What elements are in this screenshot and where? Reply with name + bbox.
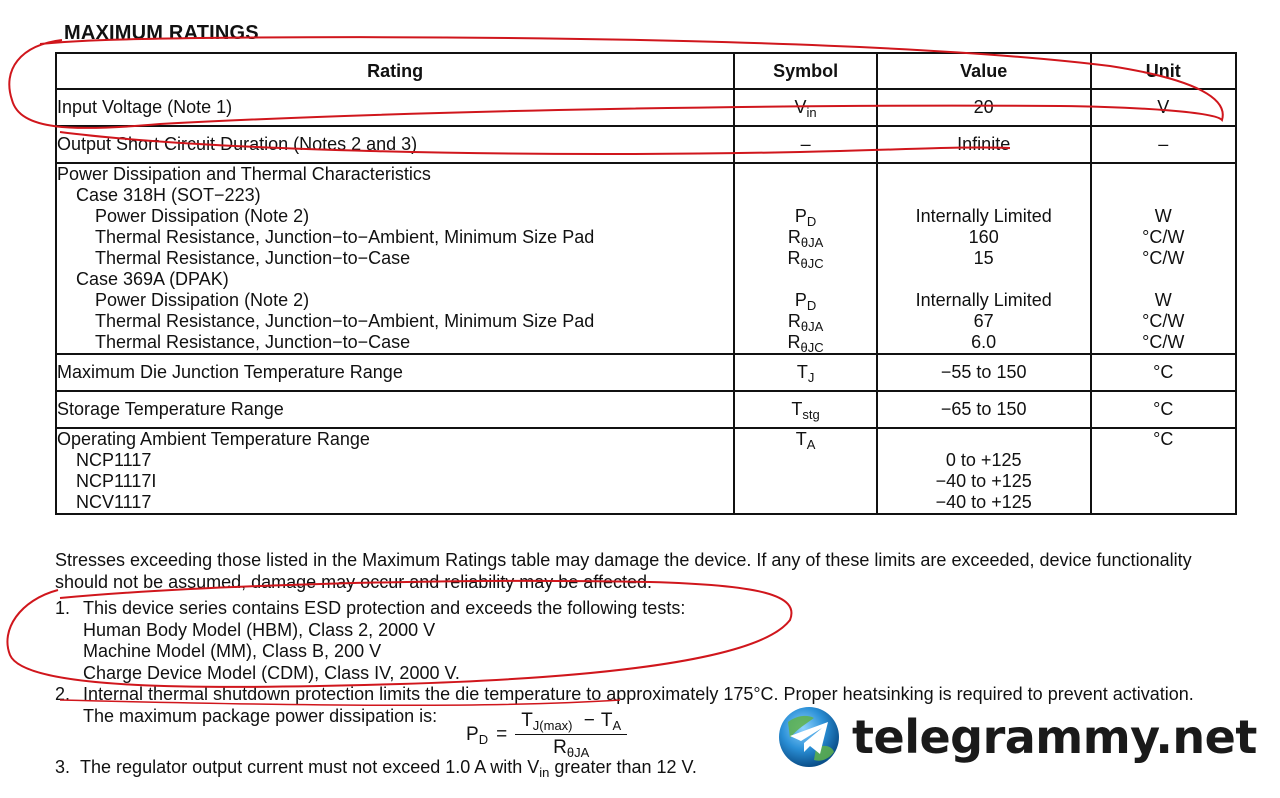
table-row — [56, 428, 1236, 514]
rating-cell: Storage Temperature Range — [56, 391, 734, 428]
watermark-text: telegrammy.net — [852, 710, 1257, 764]
note-2: 2. Internal thermal shutdown protection limits the die temperature to approximately 175°C. Proper heatsinking is required to prevent activation. The maximum package power dissipation is: — [55, 684, 1194, 726]
symbol-cell: $T_J$ — [734, 354, 877, 391]
power-dissipation-formula: $P_D$ = $\frac{T_{J(max)} - T_A}{R_{\theta JA}}$ — [466, 710, 627, 759]
table-header-row — [56, 53, 1236, 89]
symbol-cell: $T_{stg}$ — [734, 391, 877, 428]
sub-rating: Thermal Resistance, Junction−to−Ambient, Minimum Size Pad — [95, 227, 595, 247]
telegram-plane-icon — [776, 704, 842, 770]
section-title: MAXIMUM RATINGS — [64, 22, 259, 44]
sub-rating: Power Dissipation (Note 2) — [95, 290, 310, 310]
rating-cell — [56, 163, 734, 354]
stress-note: Stresses exceeding those listed in the Maximum Ratings table may damage the device. If any of these limits are exceeded, device functionality should not be assumed, damage may occur and reliability may be affected. — [55, 550, 1192, 592]
unit-cell: °C — [1091, 391, 1237, 428]
unit-cell: °C — [1091, 354, 1237, 391]
sub-rating: Thermal Resistance, Junction−to−Case — [95, 332, 411, 352]
device-name: NCP1117 — [76, 450, 152, 470]
table-row — [56, 89, 1236, 126]
table-row — [56, 391, 1236, 428]
table-row — [56, 163, 1236, 354]
power-heading: Power Dissipation and Thermal Characteristics — [57, 164, 431, 184]
symbol-cell: $V_{in}$ — [734, 89, 877, 126]
device-name: NCP1117I — [76, 471, 157, 491]
symbol-cell: $T_A$ — [734, 428, 877, 514]
unit-cell: °C — [1091, 428, 1237, 514]
header-rating: Rating — [56, 53, 734, 89]
value-cell: −55 to 150 — [877, 354, 1091, 391]
symbol-cell: – — [734, 126, 877, 163]
maximum-ratings-table — [55, 52, 1237, 515]
sub-rating: Thermal Resistance, Junction−to−Ambient, Minimum Size Pad — [95, 311, 595, 331]
unit-cell: – — [1091, 126, 1237, 163]
value-cell: Internally Limited 160 15 Internally Limited 67 6.0 — [877, 163, 1091, 354]
table-row — [56, 126, 1236, 163]
case-label: Case 369A (DPAK) — [76, 269, 229, 289]
note-1: 1. This device series contains ESD protection and exceeds the following tests: Human Body Model (HBM), Class 2, 2000 V Machine Model (MM), Class B, 200 V Charge Device Model (CDM), Class IV, 2000 V. — [55, 598, 686, 683]
note-3: 3. The regulator output current must not exceed 1.0 A with $V_{in}$ greater than 12 V. — [55, 757, 697, 780]
sub-rating: Thermal Resistance, Junction−to−Case — [95, 248, 411, 268]
header-value: Value — [877, 53, 1091, 89]
rating-cell: Output Short Circuit Duration (Notes 2 and 3) — [56, 126, 734, 163]
sub-rating: Power Dissipation (Note 2) — [95, 206, 310, 226]
rating-cell: Input Voltage (Note 1) — [56, 89, 734, 126]
unit-cell: V — [1091, 89, 1237, 126]
rating-cell: Maximum Die Junction Temperature Range — [56, 354, 734, 391]
value-cell: Infinite — [877, 126, 1091, 163]
device-name: NCV1117 — [76, 492, 152, 512]
value-cell: −65 to 150 — [877, 391, 1091, 428]
header-symbol: Symbol — [734, 53, 877, 89]
watermark — [776, 704, 1257, 770]
value-cell: 20 — [877, 89, 1091, 126]
rating-cell — [56, 428, 734, 514]
table-row — [56, 354, 1236, 391]
case-label: Case 318H (SOT−223) — [76, 185, 261, 205]
unit-cell: W °C/W °C/W W °C/W °C/W — [1091, 163, 1237, 354]
header-unit: Unit — [1091, 53, 1237, 89]
value-cell: 0 to +125 −40 to +125 −40 to +125 — [877, 428, 1091, 514]
symbol-cell: $P_D$ $R_{\theta JA}$ $R_{\theta JC}$ $P_D$ $R_{\theta JA}$ $R_{\theta JC}$ — [734, 163, 877, 354]
operating-heading: Operating Ambient Temperature Range — [57, 429, 370, 449]
